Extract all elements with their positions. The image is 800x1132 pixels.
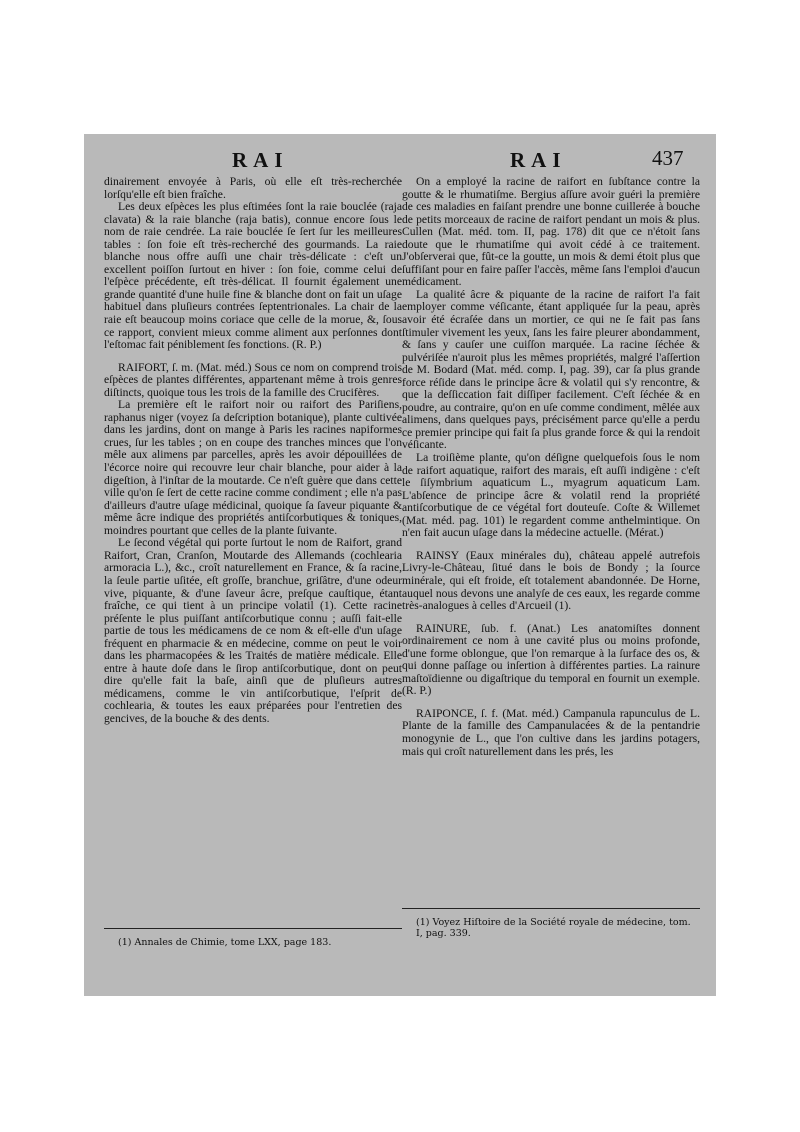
footnote-text: (1) Annales de Chimie, tome LXX, page 183.	[118, 937, 332, 948]
footnote-rule	[402, 908, 700, 909]
entry-rainure: RAINURE, ſub. f. (Anat.) Les anatomiſtes donnent ordinairement ce nom à une cavité plus ou moins profonde, d'une forme oblongue, que l'on remarque à la ſurface des os, & qui donne paſſage ou inſertion à différentes parties. La rainure maſtoïdienne ou digaſtrique du temporal en fournit un exemple. (R. P.)	[402, 621, 700, 698]
left-column	[104, 176, 402, 726]
paragraph-raie-continued: dinairement envoyée à Paris, où elle eſt très-recherchée lorſqu'elle eſt bien fraîche.	[104, 175, 402, 201]
page-number: 437	[652, 146, 684, 170]
right-column	[402, 176, 700, 758]
entry-raifort: RAIFORT, ſ. m. (Mat. méd.) Sous ce nom on comprend trois eſpèces de plantes différentes, appartenant même à trois genres diſtincts, quoique tous les trois de la famille des Crucifères.	[104, 360, 402, 399]
paragraph-raifort-vesicant: La qualité âcre & piquante de la racine de raifort l'a fait employer comme véſicante, étant appliquée ſur la peau, après avoir été écraſée dans un mortier, ce qui ne ſe fait pas ſans ſtimuler vivement les yeux, ſans les faire pleurer abondamment, & ſans y cauſer une cuiſſon marquée. La racine ſéchée & pulvériſée n'auroit plus les mêmes propriétés, malgré l'aſſertion de M. Bodard (Mat. méd. comp. I, pag. 39), car ſa plus grande force réſide dans le principe âcre & volatil qui s'y rencontre, & que la deſſiccation fait diſſiper facilement. C'eſt ſéchée & en poudre, au contraire, qu'on en uſe comme condiment, mêlée aux alimens, dans quelques pays, précisément parce qu'elle a perdu ce premier principe qui fait ſa plus grande force & qui la rendoit véſicante.	[402, 287, 700, 452]
paragraph-raifort-goutte: On a employé la racine de raifort en ſubſtance contre la goutte & le rhumatiſme. Bergius aſſure avoir guéri la première de ces maladies en faiſant prendre une bonne cuillerée à bouche de petits morceaux de racine de raifort pendant un mois & plus. Cullen (Mat. méd. tom. II, pag. 178) dit que ce n'étoit ſans doute que le rhumatiſme qui avoit cédé à ce traitement. J'obſerverai que, fût-ce la goutte, un mois & demi étoit plus que ſuffiſant pour en faire paſſer l'accès, même ſans l'emploi d'aucun médicament.	[402, 175, 700, 289]
running-head-left: RAI	[232, 148, 289, 172]
scanned-page	[84, 134, 716, 996]
footnote-left	[104, 920, 402, 948]
paragraph-raifort-noir: La première eſt le raifort noir ou raifort des Pariſiens, raphanus niger (voyez ſa deſcription botanique), plante cultivée dans les jardins, dont on mange à Paris les racines napiformes crues, ſur les tables ; on en coupe des tranches minces que l'on mêle aux alimens par parcelles, après les avoir dépouillées de l'écorce noire qui recouvre leur chair blanche, pour aider à la digeſtion, à l'inſtar de la moutarde. Ce n'eſt guère que dans cette ville qu'on ſe ſert de cette racine comme condiment ; elle n'a pas d'ailleurs d'autre uſage médicinal, quoique ſa ſaveur piquante & même âcre indique des propriétés antiſcorbutiques & toniques, moindres pourtant que celles de la plante ſuivante.	[104, 398, 402, 537]
footnote-text: (1) Voyez Hiſtoire de la Société royale de médecine, tom. I, pag. 339.	[416, 917, 691, 939]
paragraph-grand-raifort: Le ſecond végétal qui porte ſurtout le nom de Raifort, grand Raifort, Cran, Cranſon, Moutarde des Allemands (cochlearia armoracia L.), &c., croît naturellement en France, & ſa racine, la ſeule partie uſitée, eſt groſſe, branchue, griſâtre, d'une odeur vive, piquante, & d'une ſaveur âcre, preſque cauſtique, étant fraîche, ce qui tient à un principe volatil (1). Cette racine préſente le plus puiſſant antiſcorbutique connu ; auſſi fait-elle partie de tous les médicamens de ce nom & eſt-elle d'un uſage fréquent en pharmacie & en médecine, comme on peut le voir dans les pharmacopées & les Traités de matière médicale. Elle entre à haute doſe dans le ſirop antiſcorbutique, dont on peut dire qu'elle fait la baſe, ainſi que de pluſieurs autres médicamens, comme le vin antiſcorbutique, l'eſprit de cochlearia, & toutes les eaux préparées pour l'entretien des gencives, de la bouche & des dents.	[104, 536, 402, 725]
paragraph-raifort-aquatique: La troiſième plante, qu'on déſigne quelquefois ſous le nom de raifort aquatique, raifort des marais, eſt auſſi indigène : c'eſt le ſiſymbrium aquaticum L., myagrum aquaticum Lam. L'abſence de principe âcre & volatil rend la propriété antiſcorbutique de ce végétal fort douteuſe. Coſte & Willemet (Mat. méd. pag. 101) le regardent comme anthelmintique. On n'en fait aucun uſage dans la médecine actuelle. (Mérat.)	[402, 451, 700, 540]
footnote-right	[402, 900, 700, 939]
paragraph-raie-species: Les deux eſpèces les plus eſtimées ſont la raie bouclée (raja clavata) & la raie blanche (raja batis), connue encore ſous le nom de raie cendrée. La raie bouclée ſe ſert ſur les meilleures tables : ſon foie eſt très-recherché des gourmands. La raie blanche nous offre auſſi une chair très-délicate : c'eſt un excellent poiſſon ſurtout en hiver : ſon foie, comme celui de l'eſpèce précédente, eſt très-délicat. Il fournit également une grande quantité d'une huile fine & blanche dont on fait un uſage habituel dans pluſieurs contrées ſeptentrionales. La chair de la raie eſt beaucoup moins coriace que celle de la morue, &, ſous ce rapport, convient mieux comme aliment aux perſonnes dont l'eſtomac fait péniblement ſes fonctions. (R. P.)	[104, 200, 402, 352]
running-head-right: RAI	[510, 148, 567, 172]
entry-raiponce: RAIPONCE, ſ. f. (Mat. méd.) Campanula rapunculus de L. Plante de la famille des Campanulacées & de la pentandrie monogynie de L., que l'on cultive dans les jardins potagers, mais qui croît naturellement dans les prés, les	[402, 706, 700, 758]
entry-rainsy: RAINSY (Eaux minérales du), château appelé autrefois Livry-le-Château, ſitué dans le bois de Bondy ; la ſource minérale, qui eſt froide, eſt totalement abandonnée. De Horne, auquel nous devons une analyſe de ces eaux, les regarde comme très-analogues à celles d'Arcueil (1).	[402, 548, 700, 613]
footnote-rule	[104, 928, 402, 929]
